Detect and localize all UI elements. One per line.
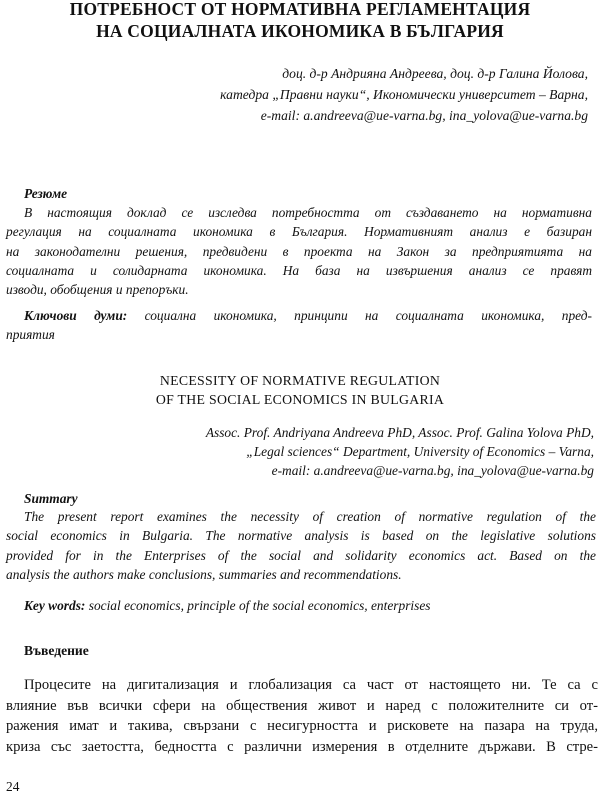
paper-title-bg: [0, 0, 600, 42]
title-bg-line-2: НА СОЦИАЛНАТА ИКОНОМИКА В БЪЛГАРИЯ: [96, 21, 504, 41]
title-en-line-2: OF THE SOCIAL ECONOMICS IN BULGARIA: [155, 392, 445, 407]
title-bg-line-1: ПОТРЕБНОСТ ОТ НОРМАТИВНА РЕГЛАМЕНТАЦИЯ: [69, 0, 531, 19]
authors-bg-line-3: e-mail: a.andreeva@ue-varna.bg, ina_yolova@ue-varna.bg: [260, 108, 588, 123]
summary-en-line: The present report examines the necessity of creation of normative regulation of the: [24, 509, 596, 524]
authors-bg-line-1: доц. д-р Андрияна Андреева, доц. д-р Галина Йолова,: [282, 66, 588, 81]
summary-en-line: social economics in Bulgaria. The normative analysis is based on the legislative solutions: [6, 528, 596, 544]
abstract-bg-line: социалната и солидарната икономика. На база на извършения анализ се правят: [6, 262, 592, 278]
authors-bg: [88, 63, 588, 126]
introduction-text: [6, 675, 598, 757]
keywords-bg-line-2: приятия: [6, 327, 55, 343]
keywords-bg-label: Ключови думи:: [24, 308, 128, 323]
abstract-bg-line: регулация на социалната икономика в България. Нормативният анализ е базиран: [6, 224, 592, 240]
authors-en-line-3: e-mail: a.andreeva@ue-varna.bg, ina_yolova@ue-varna.bg: [271, 463, 594, 478]
introduction-line: Процесите на дигитализация и глобализация са част от настоящето ни. Те са с: [24, 677, 598, 693]
abstract-bg-heading: Резюме: [24, 186, 68, 201]
keywords-bg: [6, 306, 592, 345]
abstract-bg-line: В настоящия доклад се изследва потребността от създаването на нормативна: [24, 205, 592, 220]
summary-en-line: analysis the authors make conclusions, summaries and recommendations.: [6, 566, 402, 582]
authors-en: [74, 423, 594, 480]
introduction-line: ражения имат и такива, свързани с несигурността и рисковете на пазара на труда,: [6, 718, 598, 735]
summary-en-text: [6, 507, 596, 584]
paper-title-en: [0, 371, 600, 409]
title-en-line-1: NECESSITY OF NORMATIVE REGULATION: [159, 373, 441, 388]
abstract-bg-text: [6, 203, 592, 299]
authors-bg-line-2: катедра „Правни науки“, Икономически университет – Варна,: [220, 87, 588, 102]
authors-en-line-1: Assoc. Prof. Andriyana Andreeva PhD, Assoc. Prof. Galina Yolova PhD,: [205, 425, 594, 440]
introduction-line: влияние във всички сфери на обществения живот и наред с положителните си от-: [6, 697, 598, 714]
keywords-en-text: social economics, principle of the social economics, enterprises: [88, 598, 431, 613]
summary-en-heading: Summary: [24, 491, 78, 506]
keywords-en-label: Key words:: [24, 598, 86, 613]
keywords-bg-line-1: Ключови думи: социална икономика, принципи на социалната икономика, пред-: [24, 308, 592, 323]
page-number: 24: [6, 779, 20, 794]
summary-en-line: provided for in the Enterprises of the social and solidarity economics act. Based on the: [6, 547, 596, 563]
abstract-bg-line: изводи, обобщения и препоръки.: [6, 282, 189, 298]
introduction-heading: Въведение: [24, 643, 89, 658]
abstract-bg-line: на законодателни решения, предвидени в проекта на Закон за предприятията на: [6, 243, 592, 259]
keywords-en: [24, 596, 594, 615]
introduction-line: криза със заетостта, бедността с различни измерения в отделните държави. В стре-: [6, 738, 598, 755]
authors-en-line-2: „Legal sciences“ Department, University of Economics – Varna,: [246, 444, 594, 459]
